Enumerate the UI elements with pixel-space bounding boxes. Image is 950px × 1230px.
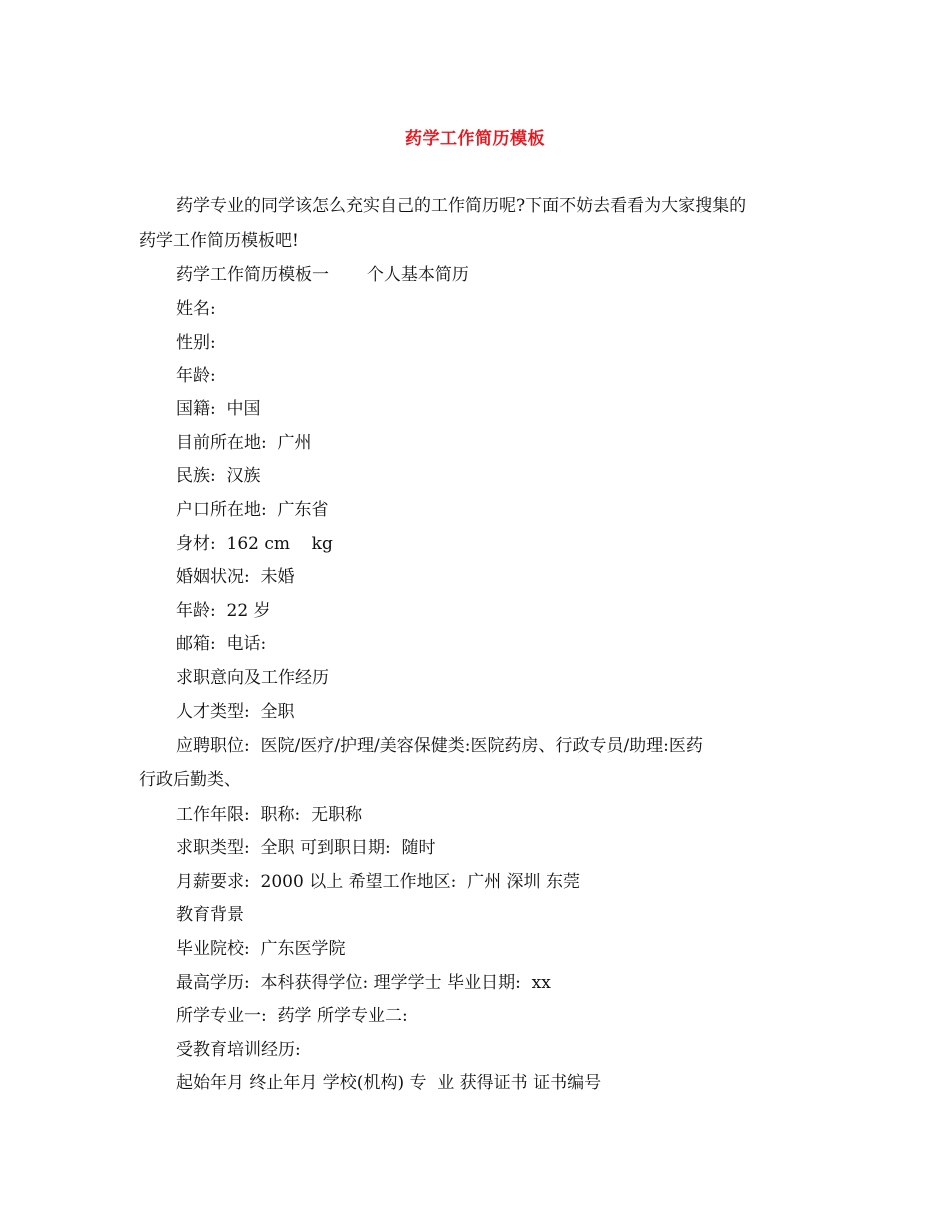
field-age-years: 年龄: 22 岁 — [176, 601, 271, 621]
field-job-type: 求职类型: 全职 可到职日期: 随时 — [176, 838, 436, 858]
field-position-line-1: 应聘职位: 医院/医疗/护理/美容保健类:医院药房、行政专员/助理:医药 — [176, 736, 703, 756]
field-ethnicity: 民族: 汉族 — [176, 466, 261, 486]
document-title: 药学工作简历模板 — [405, 129, 545, 149]
intro-line-1: 药学专业的同学该怎么充实自己的工作简历呢?下面不妨去看看为大家搜集的 — [176, 196, 747, 216]
field-marital-status: 婚姻状况: 未婚 — [176, 567, 295, 587]
field-school: 毕业院校: 广东医学院 — [176, 939, 346, 959]
field-contact: 邮箱: 电话: — [176, 634, 267, 654]
training-table-header: 起始年月 终止年月 学校(机构) 专 业 获得证书 证书编号 — [176, 1073, 602, 1093]
field-salary: 月薪要求: 2000 以上 希望工作地区: 广州 深圳 东莞 — [176, 872, 580, 892]
field-household-registration: 户口所在地: 广东省 — [176, 500, 329, 520]
field-work-years: 工作年限: 职称: 无职称 — [176, 805, 363, 825]
intro-line-2: 药学工作简历模板吧! — [139, 231, 299, 251]
field-majors: 所学专业一: 药学 所学专业二: — [176, 1006, 408, 1026]
section-education: 教育背景 — [176, 905, 244, 925]
field-talent-type: 人才类型: 全职 — [176, 702, 295, 722]
field-name: 姓名: — [176, 299, 216, 319]
section-job-intent: 求职意向及工作经历 — [176, 668, 329, 688]
section-heading: 药学工作简历模板一 个人基本简历 — [176, 265, 469, 285]
field-age: 年龄: — [176, 366, 216, 386]
field-training-history: 受教育培训经历: — [176, 1040, 301, 1060]
field-location: 目前所在地: 广州 — [176, 433, 312, 453]
field-position-line-2: 行政后勤类、 — [139, 770, 241, 790]
field-gender: 性别: — [176, 333, 216, 353]
field-nationality: 国籍: 中国 — [176, 399, 261, 419]
field-degree: 最高学历: 本科获得学位: 理学学士 毕业日期: xx — [176, 973, 551, 993]
field-height: 身材: 162 cm kg — [176, 534, 333, 554]
